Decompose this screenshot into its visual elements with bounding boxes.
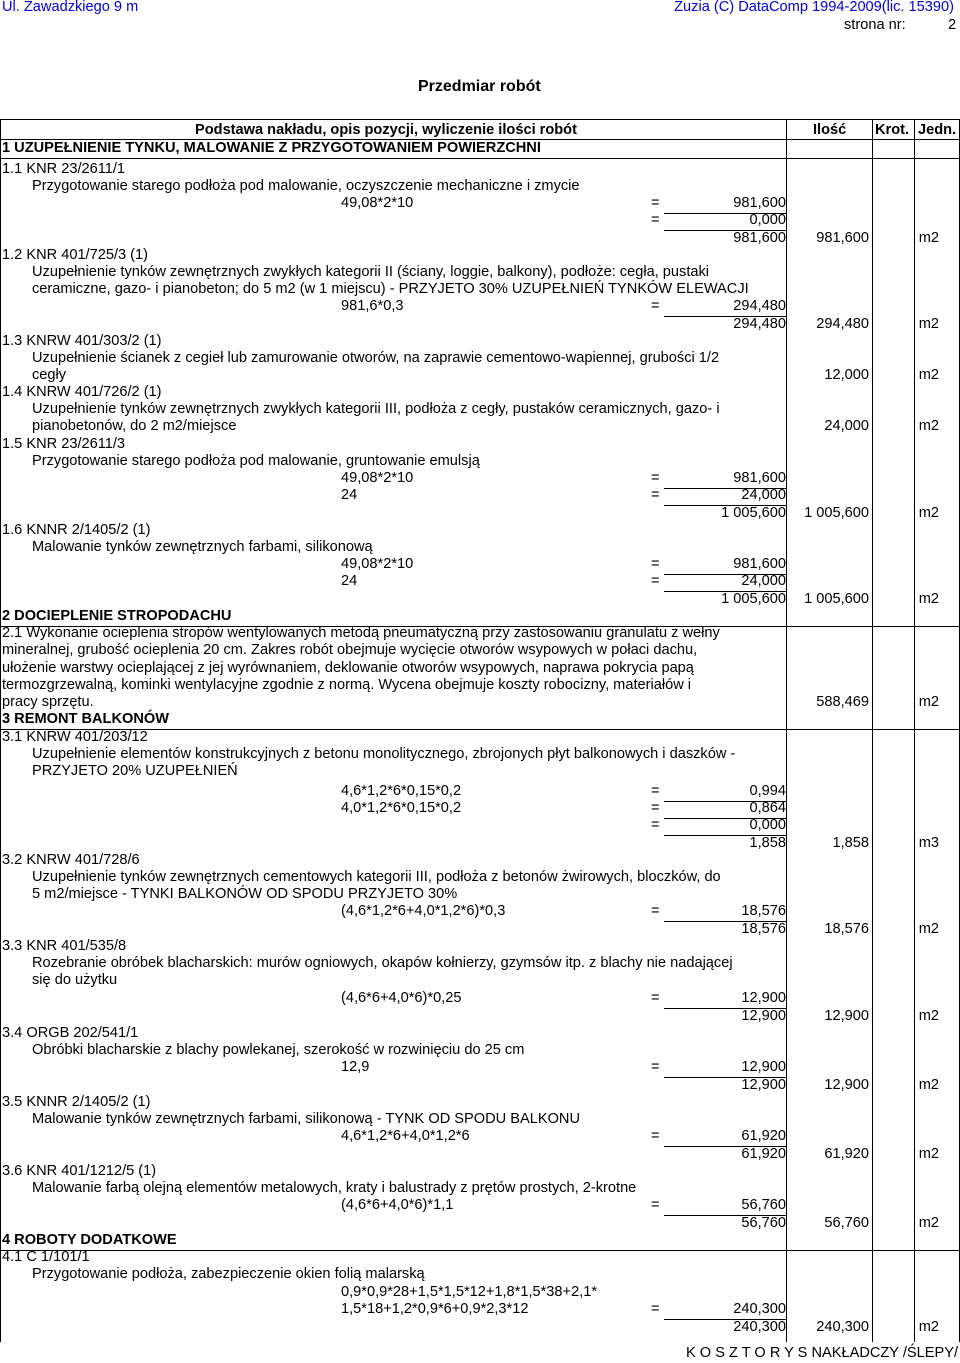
calc-expression: (4,6*6+4,0*6)*0,25	[341, 990, 462, 1006]
item-unit: m2	[918, 367, 939, 383]
section-rule	[0, 1250, 960, 1251]
calc-value: 0,864	[749, 800, 786, 816]
item-code: 1.2 KNR 401/725/3 (1)	[2, 247, 149, 263]
item-unit: m2	[918, 591, 939, 607]
item-quantity: 1,858	[832, 835, 869, 851]
column-rule-times	[872, 119, 873, 1342]
item-unit: m2	[918, 694, 939, 710]
header-description: Podstawa nakładu, opis pozycji, wyliczenie ilości robót	[195, 122, 577, 138]
column-rule-quantity	[786, 119, 787, 1342]
item-description: Przygotowanie starego podłoża pod malowanie, oczyszczenie mechaniczne i zmycie	[32, 178, 580, 194]
item-quantity: 1 005,600	[804, 591, 869, 607]
item-code: 1.6 KNNR 2/1405/2 (1)	[2, 522, 151, 538]
item-unit: m2	[918, 1146, 939, 1162]
calc-value: 981,600	[733, 195, 786, 211]
item-code: 4.1 C 1/101/1	[2, 1249, 90, 1265]
calc-expression: 49,08*2*10	[341, 195, 414, 211]
calc-equals: =	[651, 1301, 660, 1317]
calc-expression: 12,9	[341, 1059, 370, 1075]
table-top-rule	[0, 119, 960, 120]
calc-equals: =	[651, 1059, 660, 1075]
section-heading: 2 DOCIEPLENIE STROPODACHU	[2, 608, 232, 624]
item-quantity: 12,900	[824, 1008, 869, 1024]
item-description: Uzupełnienie ścianek z cegieł lub zamurowanie otworów, na zaprawie cementowo-wapiennej, grubości 1/2	[32, 350, 720, 366]
item-code: 1.1 KNR 23/2611/1	[2, 161, 126, 177]
item-description: cegły	[32, 367, 67, 383]
item-quantity: 12,900	[824, 1077, 869, 1093]
sum-value: 294,480	[733, 316, 786, 332]
item-unit: m2	[918, 1008, 939, 1024]
calc-value: 24,000	[741, 487, 786, 503]
calc-equals: =	[651, 298, 660, 314]
sum-value: 18,576	[741, 921, 786, 937]
item-unit: m2	[918, 1319, 939, 1335]
item-code: 1.3 KNRW 401/303/2 (1)	[2, 333, 162, 349]
item-unit: m2	[918, 921, 939, 937]
calc-value: 61,920	[741, 1128, 786, 1144]
sum-value: 1 005,600	[721, 505, 786, 521]
calc-equals: =	[651, 800, 660, 816]
calc-equals: =	[651, 990, 660, 1006]
item-unit: m2	[918, 418, 939, 434]
calc-equals: =	[651, 573, 660, 589]
header-page-number: 2	[948, 17, 957, 33]
sum-value: 981,600	[733, 230, 786, 246]
item-description: Uzupełnienie tynków zewnętrznych zwykłych kategorii III, podłoża z cegły, pustaków ceramicznych, gazo- i	[32, 401, 720, 417]
item-description: PRZYJETO 20% UZUPEŁNIEŃ	[32, 763, 238, 779]
item-code: 3.2 KNRW 401/728/6	[2, 852, 140, 868]
item-code: 3.4 ORGB 202/541/1	[2, 1025, 139, 1041]
calc-equals: =	[651, 212, 660, 228]
calc-expression: 981,6*0,3	[341, 298, 404, 314]
sum-value: 56,760	[741, 1215, 786, 1231]
calc-equals: =	[651, 903, 660, 919]
header-software: Zuzia (C) DataComp 1994-2009(lic. 15390)	[674, 0, 954, 15]
calc-equals: =	[651, 1128, 660, 1144]
header-times: Krot.	[875, 122, 910, 138]
item-code: 3.3 KNR 401/535/8	[2, 938, 127, 954]
calc-value: 12,900	[741, 1059, 786, 1075]
item-quantity: 588,469	[816, 694, 869, 710]
sum-value: 240,300	[733, 1319, 786, 1335]
calc-equals: =	[651, 817, 660, 833]
calc-expression: 49,08*2*10	[341, 556, 414, 572]
calc-equals: =	[651, 195, 660, 211]
item-description: Obróbki blacharskie z blachy powlekanej, szerokość w rozwinięciu do 25 cm	[32, 1042, 525, 1058]
section-heading: 1 UZUPEŁNIENIE TYNKU, MALOWANIE Z PRZYGOTOWANIEM POWIERZCHNI	[2, 140, 541, 156]
item-description: pianobetonów, do 2 m2/miejsce	[32, 418, 237, 434]
item-description: Rozebranie obróbek blacharskich: murów ogniowych, okapów kołnierzy, gzymsów itp. z blachy nie nadającej	[32, 955, 733, 971]
item-description: Uzupełnienie elementów konstrukcyjnych z betonu monolitycznego, zbrojonych płyt balkonowych i daszków -	[32, 746, 736, 762]
sum-value: 1,858	[749, 835, 786, 851]
page-title: Przedmiar robót	[418, 78, 541, 95]
sum-value: 61,920	[741, 1146, 786, 1162]
item-quantity: 61,920	[824, 1146, 869, 1162]
item-description: Malowanie tynków zewnętrznych farbami, silikonową - TYNK OD SPODU BALKONU	[32, 1111, 580, 1127]
calc-expression: 4,6*1,2*6+4,0*1,2*6	[341, 1128, 470, 1144]
calc-value: 294,480	[733, 298, 786, 314]
calc-expression: 49,08*2*10	[341, 470, 414, 486]
sum-value: 12,900	[741, 1077, 786, 1093]
item-description: Przygotowanie starego podłoża pod malowanie, gruntowanie emulsją	[32, 453, 480, 469]
item-description: ułożenie warstwy ocieplającej z jej wyrównaniem, deklowanie otworów wsypowych, naprawa pokrycia papą	[2, 660, 694, 676]
calc-value: 0,000	[749, 212, 786, 228]
calc-expression: (4,6*6+4,0*6)*1,1	[341, 1197, 454, 1213]
item-unit: m2	[918, 1215, 939, 1231]
item-code: 2.1 Wykonanie ocieplenia stropów wentylowanych metodą pneumatyczną przy zastosowaniu granulatu z wełny	[2, 625, 720, 641]
item-description: Uzupełnienie tynków zewnętrznych zwykłych kategorii II (ściany, loggie, balkony), podłoże: cegła, pustaki	[32, 264, 710, 280]
item-description: mineralnej, grubość ocieplenia 20 cm. Zakres robót obejmuje wycięcie otworów wsypowych w połaci dachu,	[2, 642, 698, 658]
header-page-label: strona nr:	[844, 17, 906, 33]
calc-value: 240,300	[733, 1301, 786, 1317]
calc-equals: =	[651, 783, 660, 799]
calc-expression: 24	[341, 487, 358, 503]
header-unit: Jedn.	[918, 122, 957, 138]
item-code: 1.4 KNRW 401/726/2 (1)	[2, 384, 162, 400]
page-footer: K O S Z T O R Y S NAKŁADCZY /ŚLEPY/	[686, 1345, 958, 1361]
column-rule-unit	[914, 119, 915, 1342]
calc-expression: 4,0*1,2*6*0,15*0,2	[341, 800, 462, 816]
item-quantity: 294,480	[816, 316, 869, 332]
item-description: pracy sprzętu.	[2, 694, 94, 710]
item-quantity: 12,000	[824, 367, 869, 383]
calc-value: 24,000	[741, 573, 786, 589]
calc-expression: 4,6*1,2*6*0,15*0,2	[341, 783, 462, 799]
calc-value: 18,576	[741, 903, 786, 919]
calc-expression: 24	[341, 573, 358, 589]
item-code: 3.5 KNNR 2/1405/2 (1)	[2, 1094, 151, 1110]
calc-value: 56,760	[741, 1197, 786, 1213]
item-description: Malowanie farbą olejną elementów metalowych, kraty i balustrady z prętów prostych, 2-krotne	[32, 1180, 637, 1196]
item-unit: m2	[918, 505, 939, 521]
item-quantity: 24,000	[824, 418, 869, 434]
item-unit: m3	[918, 835, 939, 851]
item-description: Uzupełnienie tynków zewnętrznych cementowych kategorii III, podłoża z betonów żwirowych, bloczków, do	[32, 869, 721, 885]
item-code: 3.1 KNRW 401/203/12	[2, 729, 148, 745]
item-description: Malowanie tynków zewnętrznych farbami, silikonową	[32, 539, 373, 555]
calc-equals: =	[651, 470, 660, 486]
item-quantity: 56,760	[824, 1215, 869, 1231]
calc-equals: =	[651, 487, 660, 503]
item-unit: m2	[918, 230, 939, 246]
sum-value: 1 005,600	[721, 591, 786, 607]
calc-expression: 1,5*18+1,2*0,9*6+0,9*2,3*12	[341, 1301, 529, 1317]
calc-value: 0,994	[749, 783, 786, 799]
header-address: Ul. Zawadzkiego 9 m	[2, 0, 139, 15]
calc-value: 981,600	[733, 470, 786, 486]
calc-value: 981,600	[733, 556, 786, 572]
item-unit: m2	[918, 316, 939, 332]
calc-equals: =	[651, 556, 660, 572]
item-code: 3.6 KNR 401/1212/5 (1)	[2, 1163, 157, 1179]
calc-expression: 0,9*0,9*28+1,5*1,5*12+1,8*1,5*38+2,1*	[341, 1284, 598, 1300]
item-quantity: 240,300	[816, 1319, 869, 1335]
sum-value: 12,900	[741, 1008, 786, 1024]
item-description: się do użytku	[32, 972, 118, 988]
item-code: 1.5 KNR 23/2611/3	[2, 436, 126, 452]
header-quantity: Ilość	[813, 122, 847, 138]
calc-value: 0,000	[749, 817, 786, 833]
item-unit: m2	[918, 1077, 939, 1093]
calc-expression: (4,6*1,2*6+4,0*1,2*6)*0,3	[341, 903, 506, 919]
section-heading: 4 ROBOTY DODATKOWE	[2, 1232, 177, 1248]
calc-value: 12,900	[741, 990, 786, 1006]
calc-equals: =	[651, 1197, 660, 1213]
item-quantity: 18,576	[824, 921, 869, 937]
item-quantity: 981,600	[816, 230, 869, 246]
item-quantity: 1 005,600	[804, 505, 869, 521]
section-rule	[0, 158, 960, 159]
item-description: ceramiczne, gazo- i pianobeton; do 5 m2 (w 1 miejscu) - PRZYJETO 30% UZUPEŁNIEŃ TYNKÓW ELEWACJI	[32, 281, 749, 297]
section-heading: 3 REMONT BALKONÓW	[2, 711, 170, 727]
item-description: 5 m2/miejsce - TYNKI BALKONÓW OD SPODU PRZYJETO 30%	[32, 886, 458, 902]
item-description: termozgrzewalną, kominki wentylacyjne zgodnie z normą. Wycena obejmuje koszty robocizny, materiałów i	[2, 677, 692, 693]
item-description: Przygotowanie podłoża, zabezpieczenie okien folią malarską	[32, 1266, 425, 1282]
column-rule-left	[0, 119, 1, 1342]
